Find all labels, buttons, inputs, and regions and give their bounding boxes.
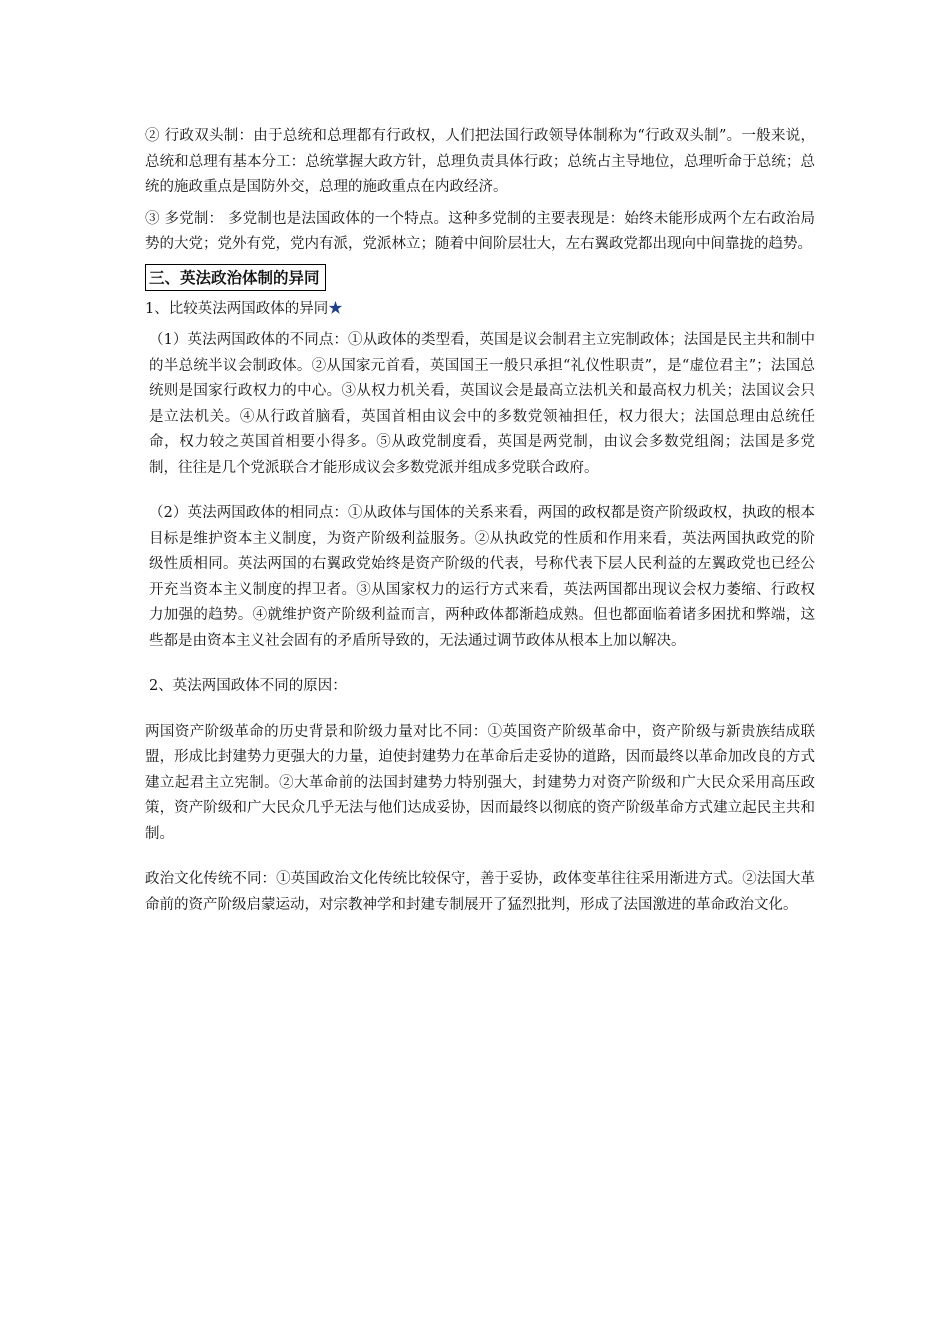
document-page bbox=[145, 124, 815, 918]
paragraph-differences: （1）英法两国政体的不同点：①从政体的类型看，英国是议会制君主立宪制政体；法国是民主共和制中的半总统半议会制政体。②从国家元首看，英国国王一般只承担“礼仪性职责”，是“虚位君主”；法国总统则是国家行政权力的中心。③从权力机关看，英国议会是最高立法机关和最高权力机关；法国议会只是立法机关。④从行政首脑看，英国首相由议会中的多数党领袖担任，权力很大；法国总理由总统任命，权力较之英国首相要小得多。⑤从政党制度看，英国是两党制，由议会多数党组阁；法国是多党制，往往是几个党派联合才能形成议会多数党派并组成多党联合政府。 bbox=[149, 332, 815, 476]
star-icon: ★ bbox=[328, 300, 343, 317]
paragraph-revolution-background: 两国资产阶级革命的历史背景和阶级力量对比不同：①英国资产阶级革命中，资产阶级与新贵族结成联盟，形成比封建势力更强大的力量，迫使封建势力在革命后走妥协的道路，因而最终以革命加改良的方式建立起君主立宪制。②大革命前的法国封建势力特别强大，封建势力对资产阶级和广大民众采用高压政策，资产阶级和广大民众几乎无法与他们达成妥协，因而最终以彻底的资产阶级革命方式建立起民主共和制。 bbox=[145, 723, 815, 842]
section-heading: 三、英法政治体制的异同 bbox=[145, 264, 326, 291]
subheading-compare bbox=[145, 297, 815, 323]
paragraph-executive-dual-leadership: ② 行政双头制：由于总统和总理都有行政权，人们把法国行政领导体制称为“行政双头制”。一般来说，总统和总理有基本分工：总统掌握大政方针，总理负责具体行政；总统占主导地位，总理听命于总统；总统的施政重点是国防外交，总理的施政重点在内政经济。 bbox=[145, 128, 815, 195]
paragraph-political-culture: 政治文化传统不同：①英国政治文化传统比较保守，善于妥协，政体变革往往采用渐进方式。②法国大革命前的资产阶级启蒙运动，对宗教神学和封建专制展开了猛烈批判，形成了法国激进的革命政治文化。 bbox=[145, 871, 815, 913]
subheading-compare-text: 1、比较英法两国政体的异同 bbox=[145, 300, 329, 317]
subheading-reasons: 2、英法两国政体不同的原因： bbox=[149, 678, 347, 694]
paragraph-multi-party-system: ③ 多党制： 多党制也是法国政体的一个特点。这种多党制的主要表现是：始终未能形成两个左右政治局势的大党；党外有党，党内有派，党派林立；随着中间阶层壮大，左右翼政党都出现向中间靠拢的趋势。 bbox=[145, 210, 815, 252]
paragraph-similarities: （2）英法两国政体的相同点：①从政体与国体的关系来看，两国的政权都是资产阶级政权，执政的根本目标是维护资本主义制度，为资产阶级利益服务。②从执政党的性质和作用来看，英法两国执政党的阶级性质相同。英法两国的右翼政党始终是资产阶级的代表，号称代表下层人民利益的左翼政党也已经公开充当资本主义制度的捍卫者。③从国家权力的运行方式来看，英法两国都出现议会权力萎缩、行政权力加强的趋势。④就维护资产阶级利益而言，两种政体都渐趋成熟。但也都面临着诸多困扰和弊端，这些都是由资本主义社会固有的矛盾所导致的，无法通过调节政体从根本上加以解决。 bbox=[149, 505, 815, 649]
